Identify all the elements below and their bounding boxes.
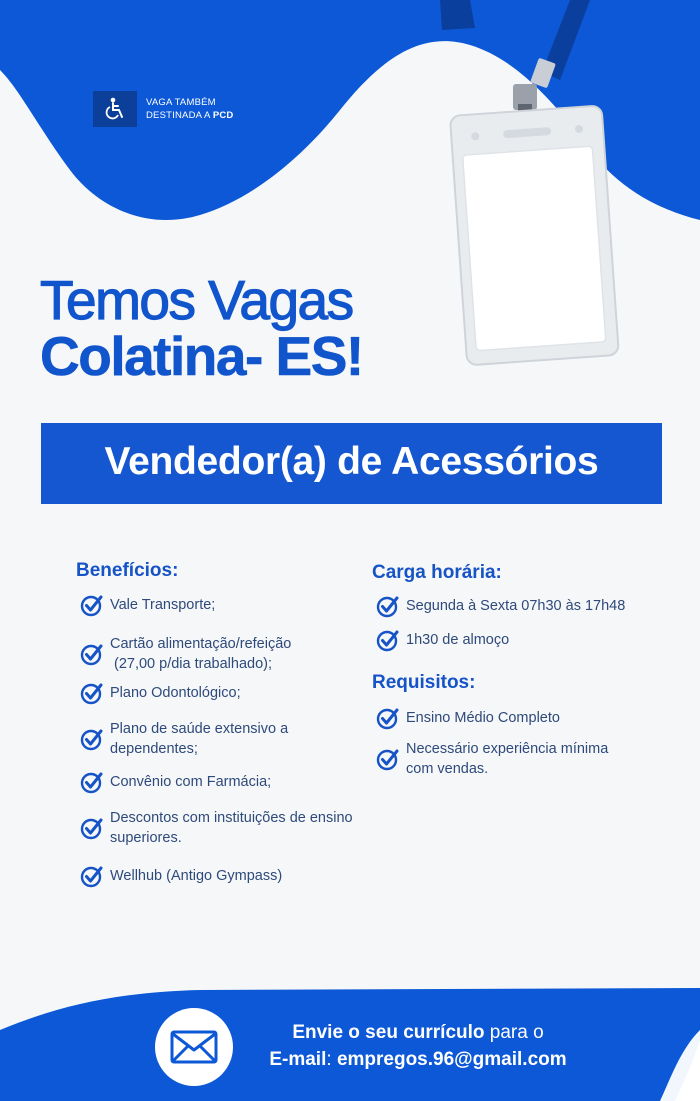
carga-item-text: 1h30 de almoço [406,632,510,648]
requisitos-item-text: Ensino Médio Completo [406,710,560,726]
check-circle-icon [80,770,104,794]
beneficios-section [76,560,178,582]
envelope-icon [155,1008,233,1086]
wheelchair-icon [93,91,137,127]
requisitos-section [372,672,475,694]
check-circle-icon [80,642,104,666]
carga-item [370,628,509,652]
beneficios-item-text: Convênio com Farmácia; [110,774,272,790]
beneficios-item-text: Wellhub (Antigo Gympass) [110,868,283,884]
check-circle-icon [80,727,104,751]
check-circle-icon [376,594,400,618]
requisitos-item-text: Necessário experiência mínima com vendas. [406,741,609,777]
carga-item [370,594,625,618]
check-circle-icon [80,681,104,705]
beneficios-item-text: Descontos com instituições de ensino superiores. [110,810,353,846]
beneficios-item [74,864,282,888]
check-circle-icon [376,747,400,771]
check-circle-icon [376,628,400,652]
carga-item-text: Segunda à Sexta 07h30 às 17h48 [406,598,626,614]
beneficios-title: Benefícios: [76,560,179,581]
headline-line-2: Colatina- ES! [40,325,363,387]
beneficios-item [74,770,271,794]
email-link[interactable]: empregos.96@gmail.com [336,1049,567,1070]
carga-title: Carga horária: [372,562,502,583]
beneficios-item-text: Cartão alimentação/refeição (27,00 p/dia trabalhado); [110,636,292,672]
footer-contact: Envie o seu currículo para o E-mail: empregos.96@gmail.com [269,1022,567,1070]
pcd-badge [93,91,234,127]
check-circle-icon [80,864,104,888]
job-title-banner: Vendedor(a) de Acessórios [41,423,662,504]
requisitos-title: Requisitos: [372,672,476,693]
id-badge-lanyard-icon [430,0,630,370]
beneficios-item [74,593,215,617]
beneficios-item [74,681,241,705]
requisitos-item [370,739,608,779]
pcd-label: VAGA TAMBÉM DESTINADA A PCD [146,97,234,121]
beneficios-item-text: Vale Transporte; [110,597,216,613]
headline [40,269,363,387]
beneficios-item [74,808,353,848]
requisitos-item [370,706,560,730]
beneficios-item [74,634,291,674]
beneficios-item-text: Plano de saúde extensivo a dependentes; [110,721,289,757]
check-circle-icon [80,593,104,617]
check-circle-icon [376,706,400,730]
check-circle-icon [80,816,104,840]
carga-section [372,562,502,584]
beneficios-item-text: Plano Odontológico; [110,685,241,701]
beneficios-item [74,719,288,759]
headline-line-1: Temos Vagas [40,269,353,331]
